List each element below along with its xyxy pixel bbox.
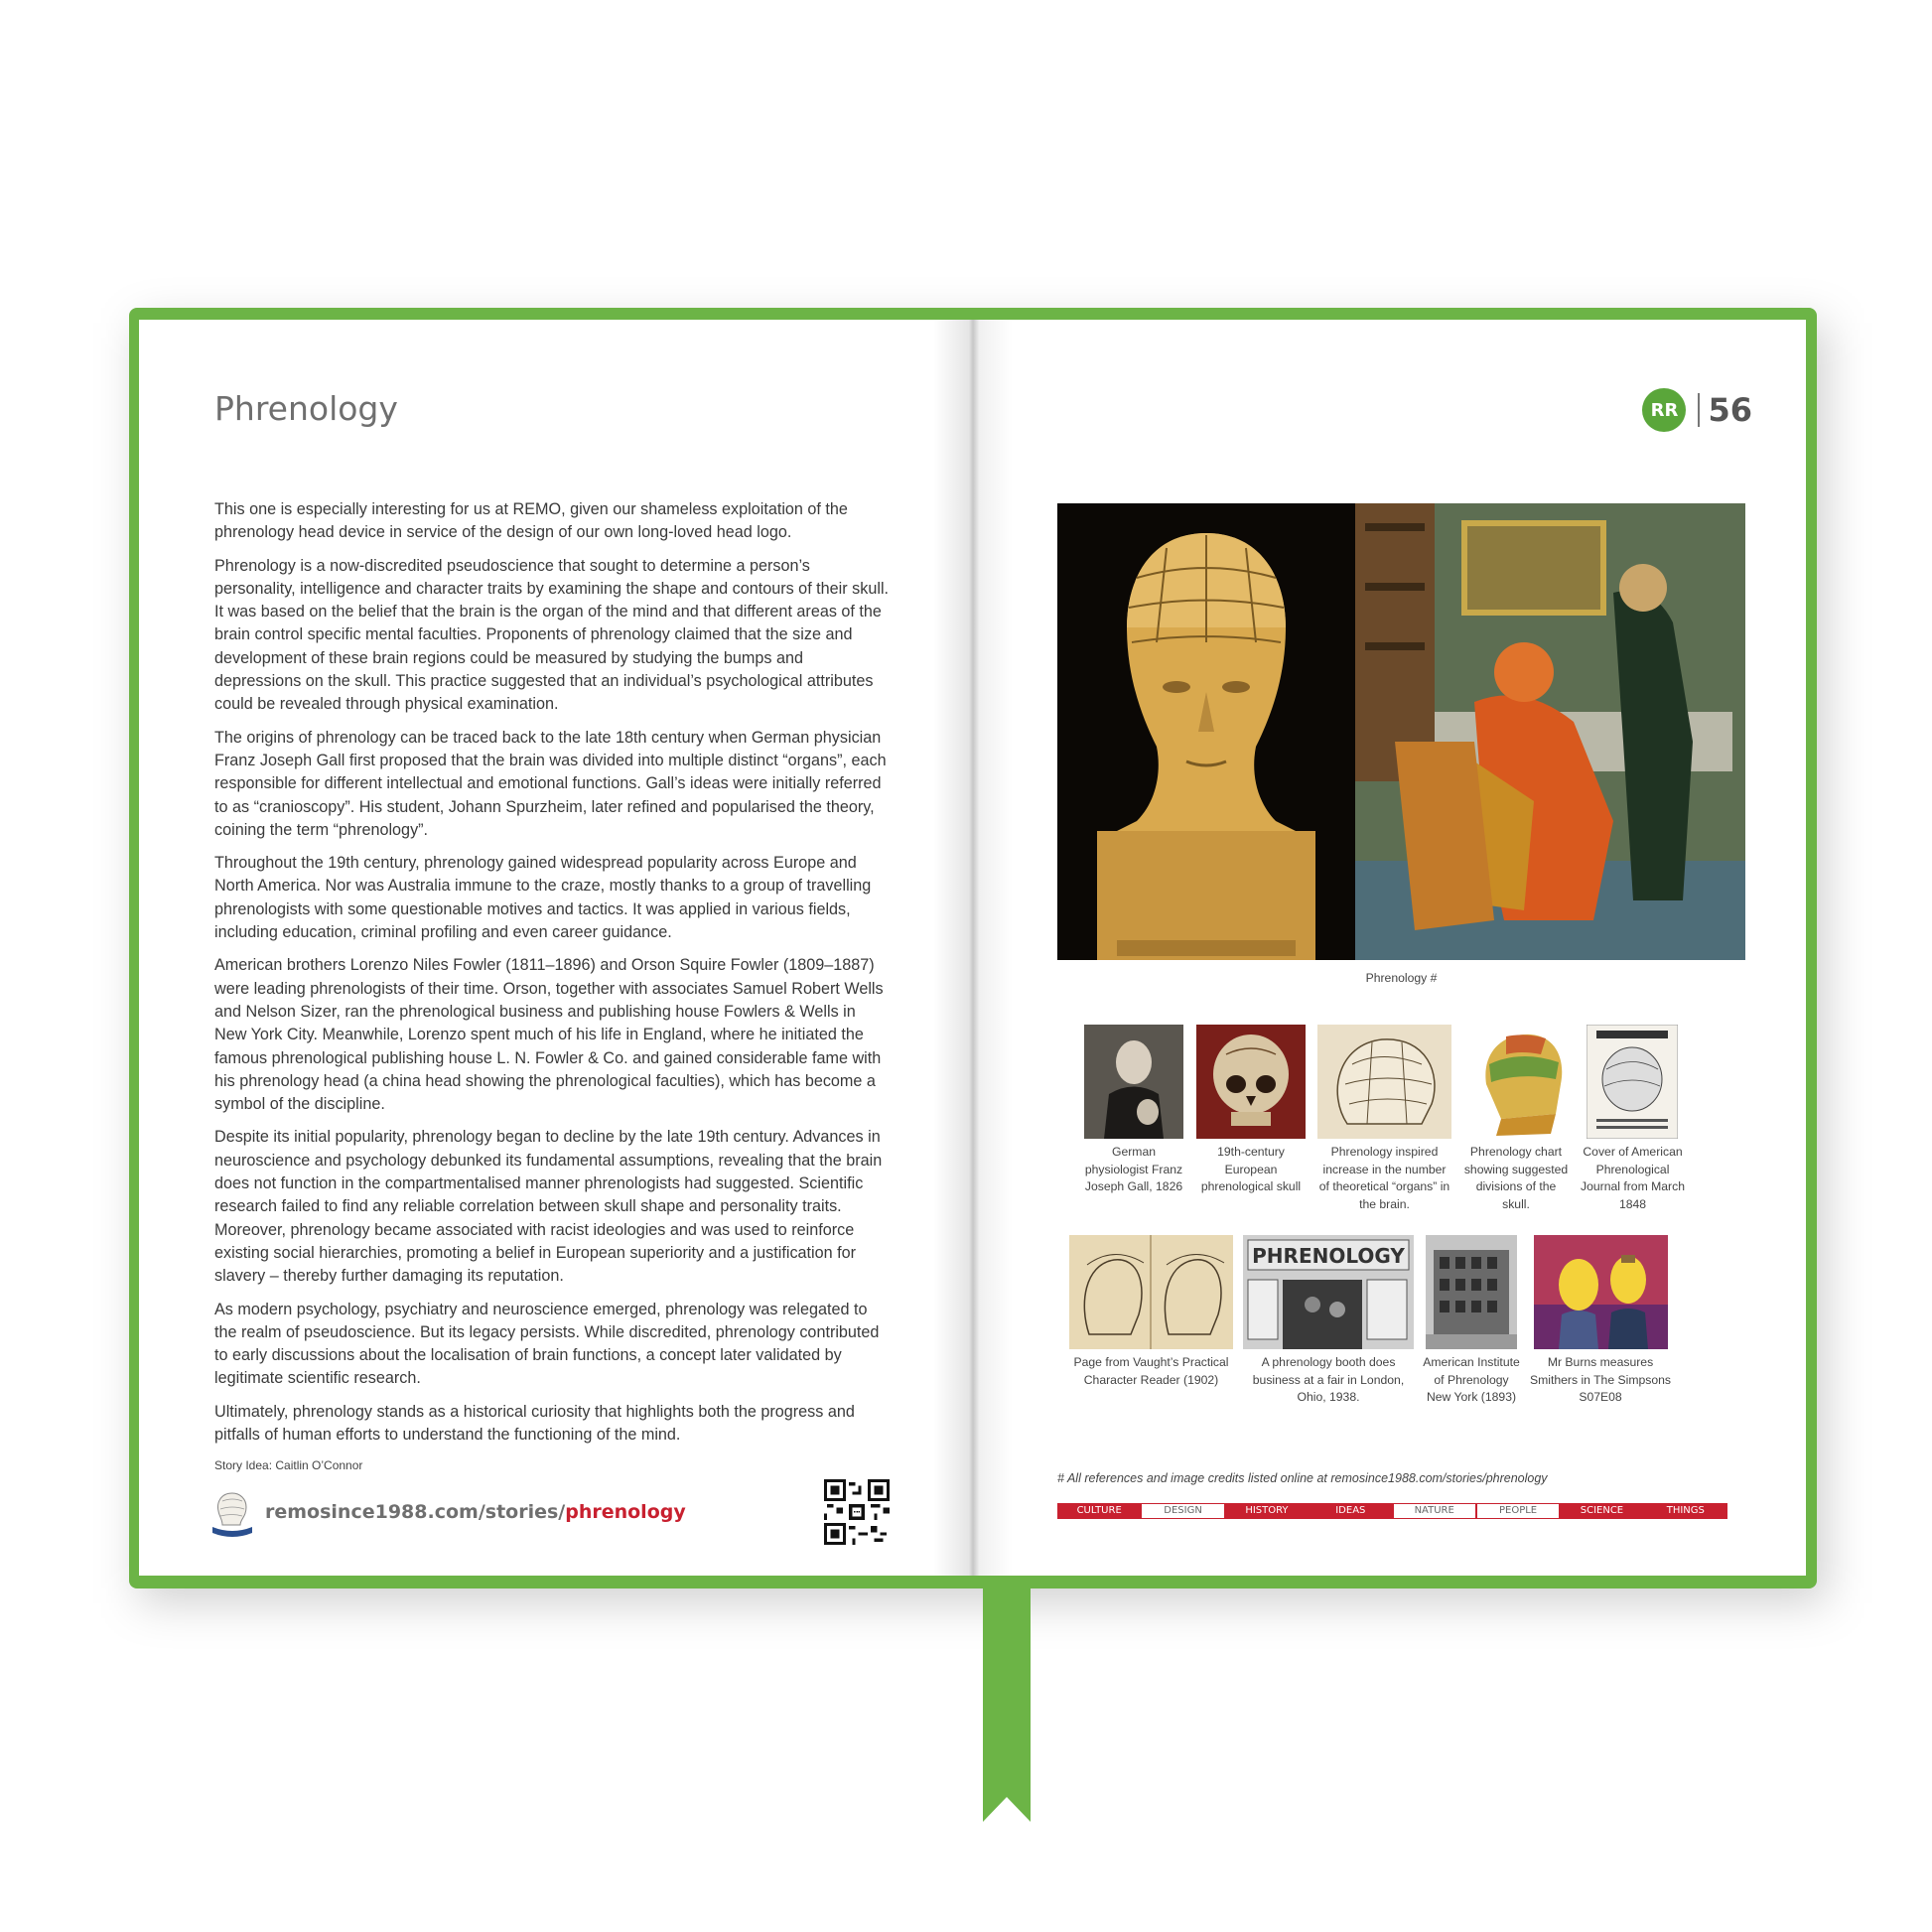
phrenology-booth-image — [1243, 1235, 1414, 1349]
thumb-caption: Cover of American Phrenological Journal from March 1848 — [1581, 1145, 1685, 1211]
book-gutter — [933, 320, 1013, 1576]
thumb-chart — [1461, 1025, 1571, 1213]
gall-portrait-image — [1084, 1025, 1183, 1139]
category-nature[interactable]: NATURE — [1393, 1503, 1476, 1519]
vaught-page-image — [1069, 1235, 1233, 1349]
category-bar — [1057, 1503, 1727, 1519]
thumb-caption: German physiologist Franz Joseph Gall, 1826 — [1084, 1145, 1183, 1193]
article-body — [214, 498, 890, 1478]
thumb-caption: Page from Vaught’s Practical Character Reader (1902) — [1073, 1355, 1229, 1387]
simpsons-image — [1534, 1235, 1668, 1349]
qr-code-icon[interactable] — [824, 1479, 890, 1545]
story-credit: Story Idea: Caitlin O’Connor — [214, 1458, 363, 1473]
remo-head-icon — [208, 1489, 256, 1539]
category-culture[interactable]: CULTURE — [1057, 1503, 1141, 1519]
paragraph: American brothers Lorenzo Niles Fowler (1811–1896) and Orson Squire Fowler (1809–1887) were leading phrenologists of their time. Orson, together with associates Samuel Robert Wells and Nelson Sizer, ran the phrenological business and publishing house Fowlers & Wells in New York City. Meanwhile, Lorenzo spent much of his life in England, where he initiated the famous phrenological publishing house L. N. Fowler & Co. and gained considerable fame with his phrenology head (a china head showing the phrenological faculties), which has become a symbol of the discipline. — [214, 956, 884, 1114]
url-slug: phrenology — [565, 1501, 686, 1523]
journal-cover-image — [1587, 1025, 1678, 1139]
thumb-caption: American Institute of Phrenology New York (1893) — [1423, 1355, 1520, 1404]
main-image-caption: Phrenology # — [1365, 971, 1438, 985]
thumb-gall — [1084, 1025, 1183, 1196]
ribbon-bookmark — [983, 1574, 1031, 1822]
category-people[interactable]: PEOPLE — [1476, 1503, 1560, 1519]
svg-text:PHRENOLOGY: PHRENOLOGY — [1252, 1244, 1405, 1268]
phrenology-chart-image — [1461, 1025, 1571, 1139]
right-page — [970, 320, 1806, 1576]
paragraph: Ultimately, phrenology stands as a historical curiosity that highlights both the progress and pitfalls of human efforts to understand the functioning of the mind. — [214, 1402, 855, 1444]
thumb-journal — [1581, 1025, 1685, 1213]
page-number-block — [1642, 387, 1752, 433]
thumb-organs — [1317, 1025, 1451, 1213]
paragraph: As modern psychology, psychiatry and neuroscience emerged, phrenology was relegated to the realm of pseudoscience. But its legacy persists. While discredited, phrenology contributed to early discussions about the localisation of brain functions, a concept later validated by legitimate scientific research. — [214, 1300, 880, 1388]
paragraph: This one is especially interesting for us at REMO, given our shameless exploitation of the phrenology head device in service of the design of our own long-loved head logo. — [214, 500, 848, 542]
thumb-institute — [1422, 1235, 1521, 1407]
url-base: remosince1988.com/stories/ — [265, 1501, 566, 1523]
thumb-caption: Phrenology inspired increase in the number of theoretical “organs” in the brain. — [1318, 1145, 1450, 1211]
thumb-caption: Mr Burns measures Smithers in The Simpsons S07E08 — [1529, 1355, 1672, 1404]
thumb-caption: Phrenology chart showing suggested divisions of the skull. — [1463, 1145, 1569, 1211]
left-footer — [208, 1489, 923, 1549]
category-ideas[interactable]: IDEAS — [1309, 1503, 1392, 1519]
main-phrenology-image — [1057, 503, 1745, 960]
thumb-simpsons — [1526, 1235, 1675, 1407]
thumb-booth — [1243, 1235, 1414, 1407]
institute-building-image — [1426, 1235, 1517, 1349]
page-number: 56 — [1708, 391, 1752, 429]
skull-image — [1196, 1025, 1306, 1139]
paragraph: Phrenology is a now-discredited pseudoscience that sought to determine a person’s personality, intelligence and character traits by examining the shape and contours of their skull. It was based on the belief that the brain is the organ of the mind and that different areas of the brain control specific mental faculties. Proponents of phrenology claimed that the size and development of these brain regions could be measured by studying the bumps and depressions on the skull. This practice suggested that an individual’s psychological attributes could be revealed through physical examination. — [214, 556, 890, 714]
category-science[interactable]: SCIENCE — [1560, 1503, 1643, 1519]
left-page — [139, 320, 970, 1576]
thumb-skull — [1196, 1025, 1306, 1196]
paragraph: The origins of phrenology can be traced back to the late 18th century when German physician Franz Joseph Gall first proposed that the brain was divided into multiple distinct “organs”, each responsible for different intellectual and emotional functions. Gall’s ideas were initially referred to as “cranioscopy”. His student, Johann Spurzheim, later refined and popularised the theory, coining the term “phrenology”. — [214, 728, 887, 839]
paragraph: Throughout the 19th century, phrenology gained widespread popularity across Europe and North America. Nor was Australia immune to the craze, mostly thanks to a group of travelling phrenologists with some questionable motives and tactics. It was applied in various fields, including education, criminal profiling and even career guidance. — [214, 854, 872, 942]
thumb-caption: 19th-century European phrenological skull — [1200, 1145, 1302, 1193]
category-history[interactable]: HISTORY — [1225, 1503, 1309, 1519]
paragraph: Despite its initial popularity, phrenology began to decline by the late 19th century. Advances in neuroscience and psychology debunked its fundamental assumptions, revealing that the brain does not function in the compartmentalised manner phrenologists had suggested. Scientific research failed to find any reliable correlation between skull shape and personality traits. Moreover, phrenology became associated with racist ideologies and was used to reinforce existing social hierarchies, promoting a belief in European superiority and a justification for slavery – thereby further damaging its reputation. — [214, 1128, 883, 1286]
remo-logo-icon: RR — [1642, 388, 1686, 432]
story-url[interactable] — [265, 1501, 686, 1523]
thumb-husband — [1069, 1235, 1233, 1389]
category-things[interactable]: THINGS — [1644, 1503, 1727, 1519]
page-title: Phrenology — [214, 389, 398, 428]
references-note: # All references and image credits listed online at remosince1988.com/stories/phrenology — [1057, 1471, 1548, 1485]
thumb-caption: A phrenology booth does business at a fair in London, Ohio, 1938. — [1252, 1355, 1405, 1404]
organs-chart-image — [1317, 1025, 1451, 1139]
divider — [1698, 393, 1700, 427]
category-design[interactable]: DESIGN — [1141, 1503, 1224, 1519]
